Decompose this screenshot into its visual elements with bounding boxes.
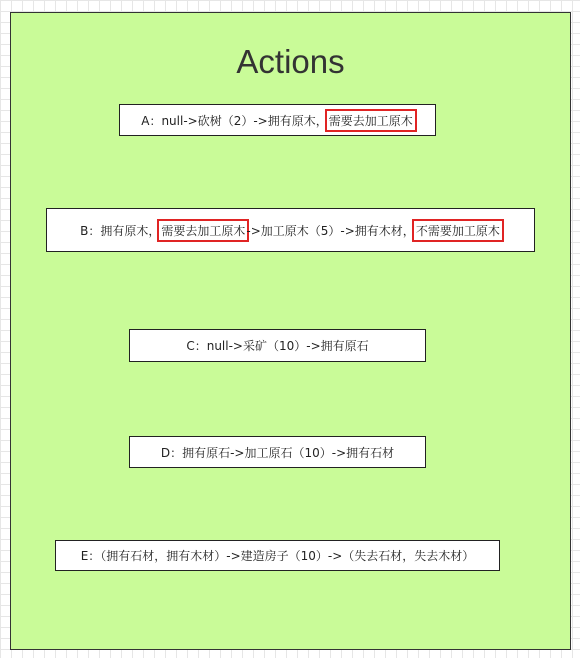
action-box-c[interactable]: [129, 329, 426, 362]
action-b-text-1: B：拥有原木，: [80, 223, 161, 238]
action-box-b[interactable]: [46, 208, 535, 252]
action-box-a[interactable]: [119, 104, 436, 136]
action-box-d[interactable]: [129, 436, 426, 468]
action-box-e[interactable]: [55, 540, 500, 571]
action-e-text: E：（拥有石材，拥有木材）->建造房子（10）->（失去石材，失去木材）: [80, 549, 475, 563]
action-b-text-2: ->加工原木（5）->拥有木材，: [246, 223, 415, 238]
action-a-highlight: 需要去加工原木: [328, 113, 413, 128]
diagram-title: Actions: [236, 43, 345, 80]
action-c-text: C：null->采矿（10）->拥有原石: [186, 339, 369, 353]
action-a-text: A：null->砍树（2）->拥有原木，: [141, 113, 328, 128]
action-d-text: D：拥有原石->加工原石（10）->拥有石材: [160, 445, 395, 460]
action-b-highlight-1: 需要去加工原木: [161, 223, 246, 238]
action-b-highlight-2: 不需要加工原木: [415, 223, 500, 238]
